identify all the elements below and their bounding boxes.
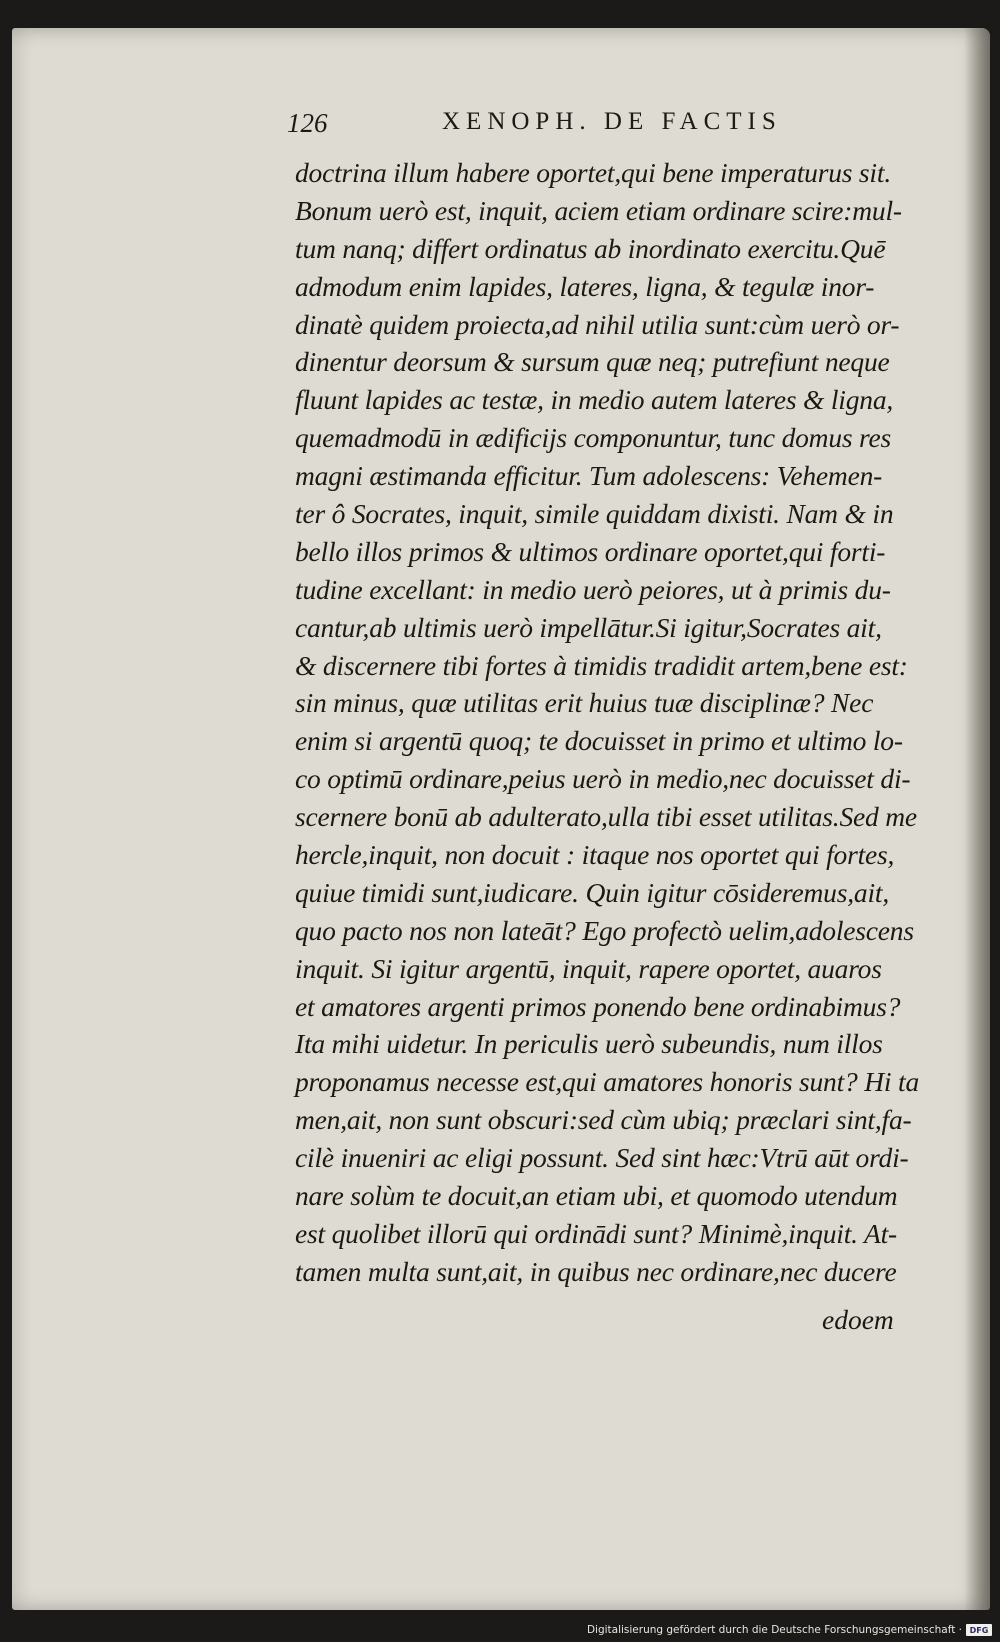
text-line: cilè inueniri ac eligi possunt. Sed sint hæc:Vtrū aūt ordi-	[295, 1142, 909, 1174]
page-header	[287, 98, 847, 140]
text-line: co optimū ordinare,peius uerò in medio,nec docuisset di-	[295, 763, 911, 795]
text-line: Ita mihi uidetur. In periculis uerò subeundis, num illos	[295, 1028, 883, 1060]
dfg-logo-icon: DFG	[966, 1624, 992, 1636]
text-line: Bonum uerò est, inquit, aciem etiam ordinare scire:mul-	[295, 194, 902, 226]
text-line: magni æstimanda efficitur. Tum adolescens: Vehemen-	[295, 460, 883, 492]
text-line: dinentur deorsum & sursum quæ neq; putrefiunt neque	[295, 346, 890, 378]
page-number: 126	[287, 108, 328, 138]
text-line: quiue timidi sunt,iudicare. Quin igitur cōsideremus,ait,	[295, 876, 890, 908]
text-line: nare solùm te docuit,an etiam ubi, et quomodo utendum	[295, 1180, 898, 1212]
text-line: ter ô Socrates, inquit, simile quiddam dixisti. Nam & in	[295, 498, 894, 530]
text-line: proponamus necesse est,qui amatores honoris sunt? Hi ta	[295, 1066, 920, 1098]
running-title: XENOPH. DE FACTIS	[442, 108, 782, 135]
text-line: cantur,ab ultimis uerò impellātur.Si igitur,Socrates ait,	[295, 611, 882, 643]
text-line: doctrina illum habere oportet,qui bene imperaturus sit.	[295, 157, 891, 188]
text-line: quemadmodū in ædificijs componuntur, tunc domus res	[295, 422, 892, 454]
text-line: & discernere tibi fortes à timidis tradidit artem,bene est:	[295, 649, 908, 681]
text-line: quo pacto nos non lateāt? Ego profectò uelim,adolescens	[295, 914, 914, 946]
text-line: scernere bonū ab adulterato,ulla tibi esset utilitas.Sed me	[295, 801, 917, 833]
catchword: edoem	[822, 1304, 894, 1335]
text-line: tudine excellant: in medio uerò peiores, ut à primis du-	[295, 573, 891, 605]
text-line: inquit. Si igitur argentū, inquit, rapere oportet, auaros	[295, 952, 882, 984]
text-line: sin minus, quæ utilitas erit huius tuæ disciplinæ? Nec	[295, 687, 874, 719]
text-line: tamen multa sunt,ait, in quibus nec ordinare,nec ducere	[295, 1255, 897, 1287]
text-line: enim si argentū quoq; te docuisset in primo et ultimo lo-	[295, 725, 903, 757]
body-text	[295, 154, 920, 1291]
footer-credit	[587, 1624, 992, 1636]
text-line: dinatè quidem proiecta,ad nihil utilia sunt:cùm uerò or-	[295, 308, 900, 340]
text-line: admodum enim lapides, lateres, ligna, & tegulæ inor-	[295, 270, 875, 302]
text-line: bello illos primos & ultimos ordinare oportet,qui forti-	[295, 535, 886, 567]
text-line: fluunt lapides ac testæ, in medio autem lateres & ligna,	[295, 384, 894, 416]
text-line: hercle,inquit, non docuit : itaque nos oportet qui fortes,	[295, 839, 895, 871]
book-page	[12, 28, 990, 1610]
footer-text: Digitalisierung gefördert durch die Deutsche Forschungsgemeinschaft ·	[586, 1624, 962, 1636]
text-line: tum nanq; differt ordinatus ab inordinato exercitu.Quē	[295, 232, 886, 264]
text-line: men,ait, non sunt obscuri:sed cùm ubiq; præclari sint,fa-	[295, 1104, 912, 1136]
page-edge-shadow	[964, 28, 990, 1610]
text-line: et amatores argenti primos ponendo bene ordinabimus?	[295, 990, 901, 1022]
text-line: est quolibet illorū qui ordinādi sunt? Minimè,inquit. At-	[295, 1217, 897, 1249]
